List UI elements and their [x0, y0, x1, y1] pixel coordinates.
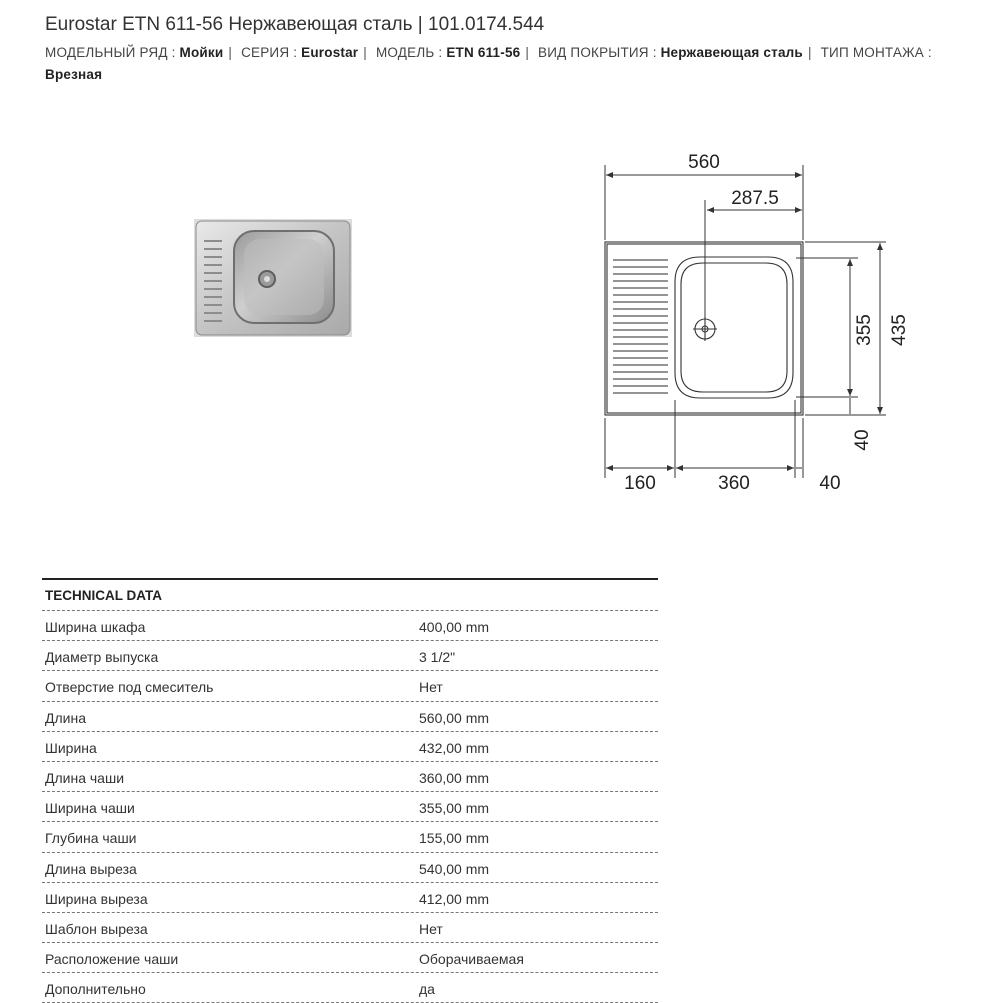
- table-row: [42, 913, 658, 943]
- dimension-drawing: [595, 140, 915, 505]
- meta-label-range: МОДЕЛЬНЫЙ РЯД :: [45, 45, 176, 60]
- table-row: [42, 671, 658, 701]
- spec-label: Ширина: [45, 739, 97, 756]
- spec-value: Нет: [419, 679, 443, 696]
- spec-label: Глубина чаши: [45, 830, 137, 847]
- spec-label: Отверстие под смеситель: [45, 679, 214, 696]
- spec-value: 400,00 mm: [419, 619, 490, 635]
- dim-overall-length: 560: [688, 152, 720, 173]
- dim-front-margin: 40: [852, 429, 873, 451]
- table-row: [42, 822, 658, 852]
- meta-value-finish: Нержавеющая сталь: [660, 45, 803, 60]
- dim-drainer-length: 160: [624, 473, 656, 494]
- meta-separator: |: [363, 45, 367, 60]
- meta-separator: |: [228, 45, 233, 60]
- dim-drain-offset: 287.5: [731, 188, 779, 209]
- spec-value: 412,00 mm: [419, 890, 490, 907]
- table-row: [42, 943, 658, 973]
- table-row: [42, 641, 658, 671]
- meta-value-series: Eurostar: [301, 45, 359, 60]
- spec-label: Диаметр выпуска: [45, 649, 159, 666]
- page-title: Eurostar ETN 611-56 Нержавеющая сталь | 101.0174.544: [45, 14, 545, 35]
- table-row: [42, 853, 658, 883]
- spec-label: Длина: [45, 709, 86, 726]
- spec-value: 3 1/2": [419, 649, 456, 666]
- spec-value: 155,00 mm: [419, 830, 490, 847]
- spec-value: Оборачиваемая: [419, 951, 524, 968]
- meta-value-model: ETN 611-56: [446, 45, 521, 60]
- table-row: [42, 883, 658, 913]
- technical-data-table: [42, 578, 658, 1003]
- meta-label-finish: ВИД ПОКРЫТИЯ :: [538, 45, 657, 60]
- table-row: [42, 792, 658, 822]
- meta-label-series: СЕРИЯ :: [241, 45, 298, 60]
- table-row: [42, 611, 658, 641]
- technical-data-heading: TECHNICAL DATA: [42, 580, 658, 611]
- spec-label: Ширина шкафа: [45, 619, 146, 635]
- spec-value: 432,00 mm: [419, 739, 490, 756]
- spec-label: Ширина чаши: [45, 800, 135, 817]
- meta-separator: |: [525, 45, 530, 60]
- spec-label: Ширина выреза: [45, 890, 148, 907]
- dim-bowl-width: 355: [854, 314, 875, 346]
- sink-photo: [194, 219, 352, 337]
- table-row: [42, 762, 658, 792]
- meta-label-model: МОДЕЛЬ :: [375, 45, 443, 60]
- table-row: [42, 702, 658, 732]
- product-meta: [45, 42, 965, 86]
- meta-value-mounting: Врезная: [45, 67, 103, 82]
- spec-label: Длина чаши: [45, 769, 125, 786]
- meta-label-mounting: ТИП МОНТАЖА :: [820, 45, 932, 60]
- table-row: [42, 973, 658, 1003]
- spec-value: Нет: [419, 920, 443, 937]
- meta-separator: |: [807, 45, 812, 60]
- dim-bowl-length: 360: [718, 473, 750, 494]
- spec-label: Шаблон выреза: [45, 920, 148, 937]
- spec-label: Дополнительно: [45, 981, 146, 998]
- table-row: [42, 732, 658, 762]
- spec-value: 540,00 mm: [419, 860, 490, 877]
- spec-value: 355,00 mm: [419, 800, 490, 817]
- spec-value: да: [419, 981, 435, 998]
- spec-label: Длина выреза: [45, 860, 137, 877]
- dim-overall-width: 435: [889, 314, 910, 346]
- spec-value: 560,00 mm: [419, 709, 490, 726]
- spec-label: Расположение чаши: [45, 951, 179, 968]
- meta-value-range: Мойки: [179, 45, 224, 60]
- spec-value: 360,00 mm: [419, 769, 490, 786]
- dim-right-margin: 40: [819, 473, 841, 494]
